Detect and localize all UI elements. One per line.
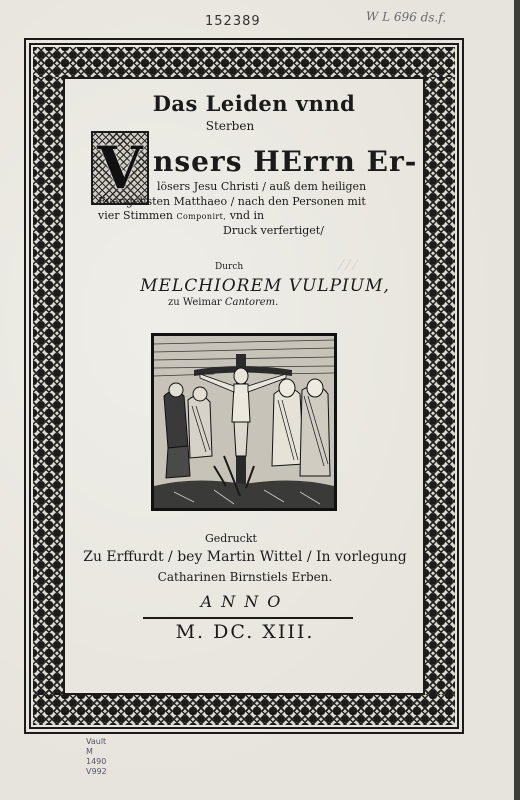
show-through-text: ⁄ ⁄ ⁄ [340,258,356,274]
initial-letter: V [97,134,143,202]
library-label-line: 1490 [86,757,107,766]
ornamental-border-top [33,47,455,77]
author-name: MELCHIOREM VULPIUM, [140,276,390,296]
title-line-6-word: Componirt, [176,212,227,221]
author-role [168,297,278,308]
title-line-3: nsers HErrn Er- [153,145,418,178]
anno-label: ANNO [200,592,290,611]
crucifixion-woodcut [151,333,337,511]
imprint-intro: Gedruckt [205,532,257,545]
library-label-line: V992 [86,767,107,776]
library-label-line: M [86,747,93,756]
library-label-line: Vault [86,737,107,746]
title-text-block [65,79,423,693]
author-role-start: zu Weimar [168,297,225,308]
author-role-word: Cantorem. [224,297,279,308]
title-line-7: Druck verfertiget/ [223,224,324,237]
title-line-4: lösers Jesu Christi / auß dem heiligen [157,180,367,193]
woodcut-illustration [154,336,334,508]
imprint-line-2: Catharinen Birnstiels Erben. [157,570,333,584]
library-label [83,735,125,793]
year-rule [143,617,353,619]
pencil-annotation: W L 696 ds.f. [365,9,447,25]
page-edge [514,0,520,800]
ornamental-border-bottom [33,695,455,725]
shelf-number: 152389 [205,14,261,29]
publication-year: M. DC. XIII. [175,621,315,643]
imprint-line-1: Zu Erffurdt / bey Martin Wittel / In vorlegung [83,549,407,565]
title-line-6-end: vnd in [226,209,265,222]
ornamental-border-left [33,77,63,695]
ornamental-border-right [425,77,455,695]
title-line-6 [98,209,264,222]
title-line-6-start: vier Stimmen [98,209,177,222]
title-line-1: Das Leiden vnnd [152,91,356,116]
decorated-initial [91,131,149,205]
title-line-2: Sterben [205,119,255,133]
title-line-5: Evangelisten Matthaeo / nach den Personen mit [98,195,366,208]
author-preposition: Durch [215,262,244,272]
